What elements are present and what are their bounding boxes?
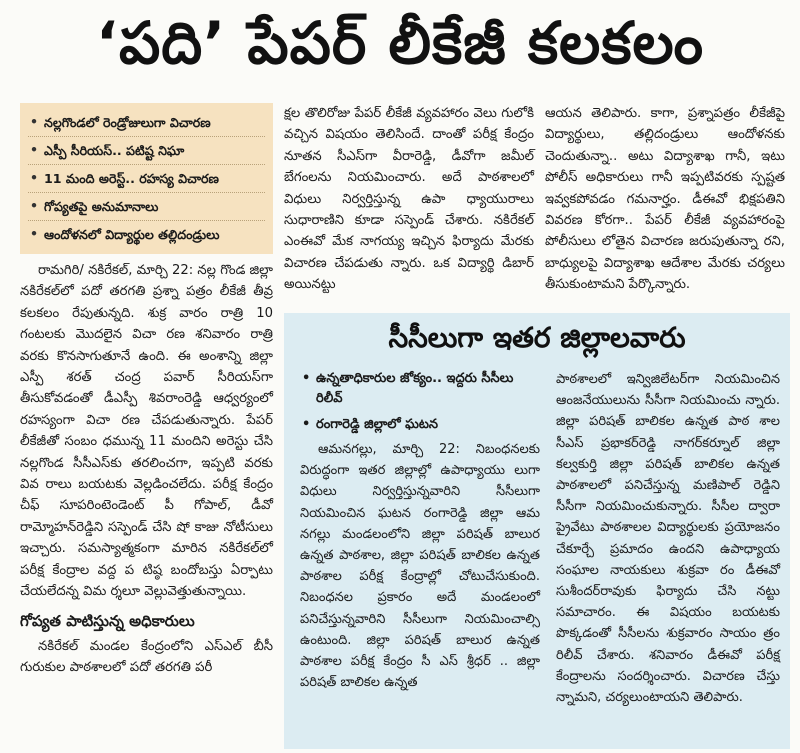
main-story-paragraph: ఆయన తెలిపారు. కాగా, ప్రశ్నాపత్రం లీకేజీపై విద్యార్థులు, తల్లిదండ్రులు ఆందోళనకు చెందుతున్నా.. అటు విద్యాశాఖ గానీ, ఇటు పోలీస్‌ అధికారులు గానీ ఇప్పటివరకు స్పష్టత ఇవ్వకపోవడం గమనార్హం. డీఈవో భిక్షపతిని వివరణ కోరగా.. పేపర్‌ లీకేజీ వ్యవహారంపై పోలీసులు లోతైన విచారణ జరుపుతున్నా రని, బాధ్యులపై విద్యాశాఖ ఆదేశాల మేరకు చర్యలు తీసుకుంటామని పేర్కొన్నారు. — [545, 106, 785, 293]
main-story-paragraph: రామగిరి/ నకిరేకల్‌, మార్చి 22: నల్ల గొండ జిల్లా నకిరేకల్‌లో పదో తరగతి ప్రశ్నా పత్రం లీకేజీ తీవ్ర కలకలం రేపుతున్నది. శుక్ర వారం రాత్రి 10 గంటలకు మొదలైన విచా రణ శనివారం రాత్రి వరకు కొనసాగుతూనే ఉంది. ఈ అంశాన్ని జిల్లా ఎస్పీ శరత్‌ చంద్ర పవార్‌ సీరియస్‌గా తీసుకోవడంతో డీఎస్పీ శివరాంరెడ్డి ఆధ్వర్యంలో రహస్యంగా విచా రణ చేపడుతున్నారు. పేపర్‌ లీకేజీతో సంబం ధమున్న 11 మందిని అరెస్టు చేసి నల్లగొండ సీసీఎస్‌కు తరలించగా, ఇప్పటి వరకు వివ రాలు బయటకు వెల్లడించలేదు. పరీక్ష కేంద్రం చీఫ్‌ సూపరింటెండెంట్‌ పీ గోపాల్‌, డీవో రామ్మోహన్‌రెడ్డిని సస్పెండ్‌ చేసి షో కాజు నోటీసులు ఇచ్చారు. సమస్యాత్మకంగా మారిన నకిరేకల్‌లో పరీక్ష కేంద్రాల వద్ద ప టిష్ఠ బందోబస్తు ఏర్పాటు చేయలేదన్న విమ ర్శలూ వెల్లువెత్తుతున్నాయి. — [20, 263, 273, 600]
page-headline: ‘పది’ పేపర్‌ లీకేజీ కలకలం — [95, 8, 705, 77]
highlight-item: • ఆందోళనలో విద్యార్థుల తల్లిదండ్రులు — [28, 221, 265, 248]
highlight-item: • గోప్యతపై అనుమానాలు — [28, 193, 265, 221]
highlight-item: • ఎస్పీ సీరియస్‌.. పటిష్ట నిఘా — [28, 137, 265, 165]
sidebar-story — [284, 313, 790, 749]
sidebar-paragraph: పాఠశాలలో ఇన్విజిలేటర్‌గా నియమించిన ఆంజనేయులును సీసీగా నియమించు న్నారు. జిల్లా పరిషత్‌ బాలికల ఉన్నత పాఠ శాల సీఎస్‌ ప్రభాకర్‌రెడ్డి నాగర్‌కర్నూల్‌ జిల్లా కల్వకుర్తి జిల్లా పరిషత్‌ బాలికల ఉన్నత పాఠశాలలో పనిచేస్తున్న మణిపాల్‌ రెడ్డిని సీసీగా నియమించుకున్నారు. సీసీల ద్వారా ప్రైవేటు పాఠశాలల విద్యార్థులకు ప్రయోజనం చేకూర్చే ప్రమాదం ఉందని ఉపాధ్యాయ సంఘాల నాయకులు శుక్రవా రం డీఈవో సుశీందర్‌రావుకు ఫిర్యాదు చేసి నట్టు సమాచారం. ఈ విషయం బయటకు పొక్కడంతో సీసీలను శుక్రవారం సాయం త్రం రిలీవ్‌ చేశారు. శనివారం డీఈవో పరీక్ష కేంద్రాలను సందర్శించారు. విచారణ చేస్తు న్నామని, చర్యలుంటాయని తెలిపారు. — [556, 372, 780, 706]
main-story-column-3 — [545, 103, 785, 296]
sidebar-bullet-item: • రంగారెడ్డి జిల్లాలో ఘటన — [300, 415, 540, 435]
main-story-column-2 — [284, 103, 534, 296]
sidebar-bullets — [300, 369, 540, 441]
main-story-paragraph: క్షల తొలిరోజు పేపర్‌ లీకేజీ వ్యవహారం వెలు గులోకి వచ్చిన విషయం తెలిసిందే. దాంతో పరీక్ష కేంద్రం నూతన సీఎస్‌గా వీరారెడ్డి, డీవోగా జమీల్‌ బేగంలను నియమించారు. అదే పాఠశాలలో విధులు నిర్వర్తిస్తున్న ఉపా ధ్యాయురాలు సుధారాణిని కూడా సస్పెండ్‌ చేశారు. నకిరేకల్‌ ఎంఈవో మేక నాగయ్య ఇచ్చిన ఫిర్యాదు మేరకు విచారణ చేపడుతు న్నారు. ఒక విద్యార్థి డిబార్‌ అయినట్టు — [284, 106, 534, 293]
highlights-list — [28, 109, 265, 248]
sidebar-column-1 — [300, 439, 540, 693]
main-story-subheading: గోప్యత పాటిస్తున్న అధికారులు — [20, 611, 195, 630]
main-story-column-1 — [20, 103, 273, 679]
main-story-paragraph: నకిరేకల్‌ మండల కేంద్రంలోని ఎస్‌ఎల్‌ బీసీ గురుకుల పాఠశాలలో పదో తరగతి పరీ — [20, 638, 273, 676]
sidebar-title: సీసీలుగా ఇతర జిల్లాలవారు — [388, 321, 686, 354]
highlight-item: • 11 మంది అరెస్ట్‌.. రహస్య విచారణ — [28, 165, 265, 193]
highlight-item: • నల్లగొండలో రెండ్రోజులుగా విచారణ — [28, 109, 265, 137]
sidebar-paragraph: ఆమనగల్లు, మార్చి 22: నిబంధనలకు విరుద్ధంగా ఇతర జిల్లాల్లో ఉపాధ్యాయు లుగా విధులు నిర్వర్తిస్తున్నవారిని సీసీలుగా నియమించిన ఘటన రంగారెడ్డి జిల్లా ఆమ నగల్లు మండలంలోని జిల్లా పరిషత్‌ బాలుర ఉన్నత పాఠశాల, జిల్లా పరిషత్‌ బాలికల ఉన్నత పాఠశాల పరీక్ష కేంద్రాల్లో చోటుచేసుకుంది. నిబంధనల ప్రకారం అదే మండలంలో పనిచేస్తున్నవారిని సీసీలుగా నియమించాల్సి ఉంటుంది. జిల్లా పరిషత్‌ బాలుర ఉన్నత పాఠశాల పరీక్ష కేంద్రం సీ ఎస్‌ శ్రీధర్‌ .. జిల్లా పరిషత్‌ బాలికల ఉన్నత — [300, 442, 540, 691]
highlights-box — [20, 103, 273, 254]
sidebar-bullet-item: • ఉన్నతాధికారుల జోక్యం.. ఇద్దరు సీసీలు రిలీవ్‌ — [300, 369, 540, 409]
sidebar-column-2 — [556, 369, 780, 708]
